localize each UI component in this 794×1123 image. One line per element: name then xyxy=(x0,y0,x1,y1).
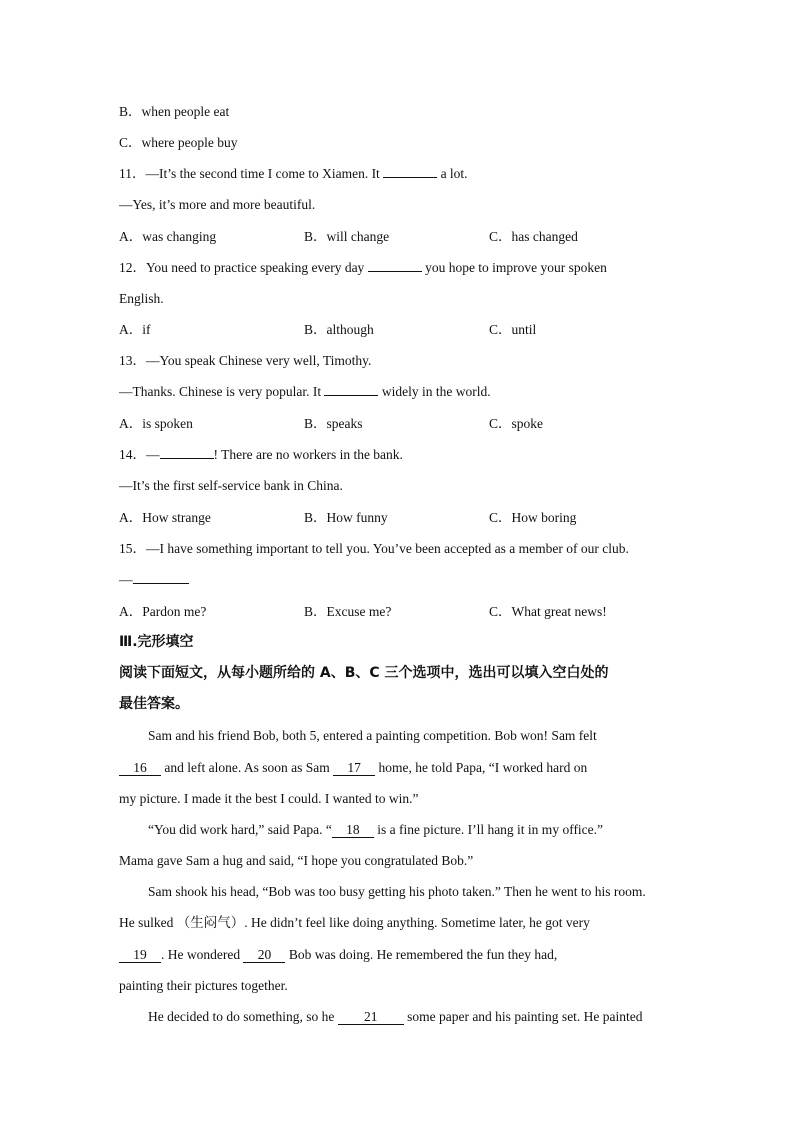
passage-text: and left alone. As soon as Sam xyxy=(164,760,330,775)
q14-stem xyxy=(119,446,403,464)
passage-line: Sam and his friend Bob, both 5, entered a painting competition. Bob won! Sam felt xyxy=(148,728,597,743)
q13-option-b: B．speaks xyxy=(304,416,363,431)
q14-option-c: C．How boring xyxy=(489,510,577,525)
q14-blank xyxy=(160,446,214,459)
q15-stem: 15．—I have something important to tell you. You’ve been accepted as a member of our club. xyxy=(119,541,629,556)
passage-text: is a fine picture. I’ll hang it in my office.” xyxy=(377,822,604,837)
q11-option-a: A．was changing xyxy=(119,229,217,244)
q12-option-b: B．although xyxy=(304,322,374,337)
q11-stem xyxy=(119,165,468,183)
q11-reply: —Yes, it’s more and more beautiful. xyxy=(119,197,316,212)
passage-text: He decided to do something, so he xyxy=(148,1009,335,1024)
q14-option-b: B．How funny xyxy=(304,510,388,525)
blank-17: 17 xyxy=(333,760,375,776)
passage-line: Mama gave Sam a hug and said, “I hope you congratulated Bob.” xyxy=(119,853,474,868)
q14-reply: —It’s the first self-service bank in China. xyxy=(119,478,343,493)
passage-line: Sam shook his head, “Bob was too busy getting his photo taken.” Then he went to his room. xyxy=(148,884,646,899)
section-title: Ⅲ.完形填空 xyxy=(119,634,194,650)
passage-line: my picture. I made it the best I could. I wanted to win.” xyxy=(119,791,419,806)
q15-blank xyxy=(133,571,189,584)
q12-stem xyxy=(119,259,607,277)
passage-line: painting their pictures together. xyxy=(119,978,288,993)
q13-blank xyxy=(324,383,378,396)
passage-text: home, he told Papa, “I worked hard on xyxy=(378,760,588,775)
blank-20: 20 xyxy=(243,947,285,963)
section-instruction-2: 最佳答案。 xyxy=(119,696,189,712)
passage-line: He sulked （生闷气）. He didn’t feel like doing anything. Sometime later, he got very xyxy=(119,915,590,930)
q12-stem-cont: English. xyxy=(119,291,164,306)
passage-line xyxy=(119,759,587,777)
q15-option-a: A．Pardon me? xyxy=(119,604,207,619)
q13-reply-post: widely in the world. xyxy=(381,384,491,399)
q14-stem-pre: 14．— xyxy=(119,447,160,462)
passage-text: some paper and his painting set. He painted xyxy=(407,1009,643,1024)
passage-text: Bob was doing. He remembered the fun they had, xyxy=(288,947,558,962)
q12-blank xyxy=(368,259,422,272)
section-instruction-1: 阅读下面短文，从每小题所给的 A、B、C 三个选项中，选出可以填入空白处的 xyxy=(119,665,609,681)
q14-stem-post: ! There are no workers in the bank. xyxy=(213,447,403,462)
passage-text: . He wondered xyxy=(161,947,241,962)
passage-line xyxy=(148,821,603,839)
blank-19: 19 xyxy=(119,947,161,963)
passage-line xyxy=(119,946,557,964)
q11-stem-pre: 11．—It’s the second time I come to Xiamen. It xyxy=(119,166,380,181)
passage-line xyxy=(148,1008,643,1026)
q11-option-b: B．will change xyxy=(304,229,390,244)
blank-16: 16 xyxy=(119,760,161,776)
q12-stem-pre: 12．You need to practice speaking every day xyxy=(119,260,365,275)
q11-option-c: C．has changed xyxy=(489,229,578,244)
q15-reply-pre: — xyxy=(119,572,133,587)
q13-option-a: A．is spoken xyxy=(119,416,193,431)
passage-text: “You did work hard,” said Papa. “ xyxy=(148,822,332,837)
blank-18: 18 xyxy=(332,822,374,838)
q15-option-b: B．Excuse me? xyxy=(304,604,392,619)
q11-stem-post: a lot. xyxy=(440,166,468,181)
q13-reply xyxy=(119,383,491,401)
q10-option-b: B．when people eat xyxy=(119,104,230,119)
q11-blank xyxy=(383,165,437,178)
q15-option-c: C．What great news! xyxy=(489,604,607,619)
q13-option-c: C．spoke xyxy=(489,416,543,431)
q12-option-c: C．until xyxy=(489,322,537,337)
q13-stem: 13．—You speak Chinese very well, Timothy. xyxy=(119,353,372,368)
q12-stem-post: you hope to improve your spoken xyxy=(425,260,607,275)
q13-reply-pre: —Thanks. Chinese is very popular. It xyxy=(119,384,322,399)
q15-reply xyxy=(119,571,189,589)
q10-option-c: C．where people buy xyxy=(119,135,238,150)
q14-option-a: A．How strange xyxy=(119,510,211,525)
blank-21: 21 xyxy=(338,1009,404,1025)
q12-option-a: A．if xyxy=(119,322,151,337)
